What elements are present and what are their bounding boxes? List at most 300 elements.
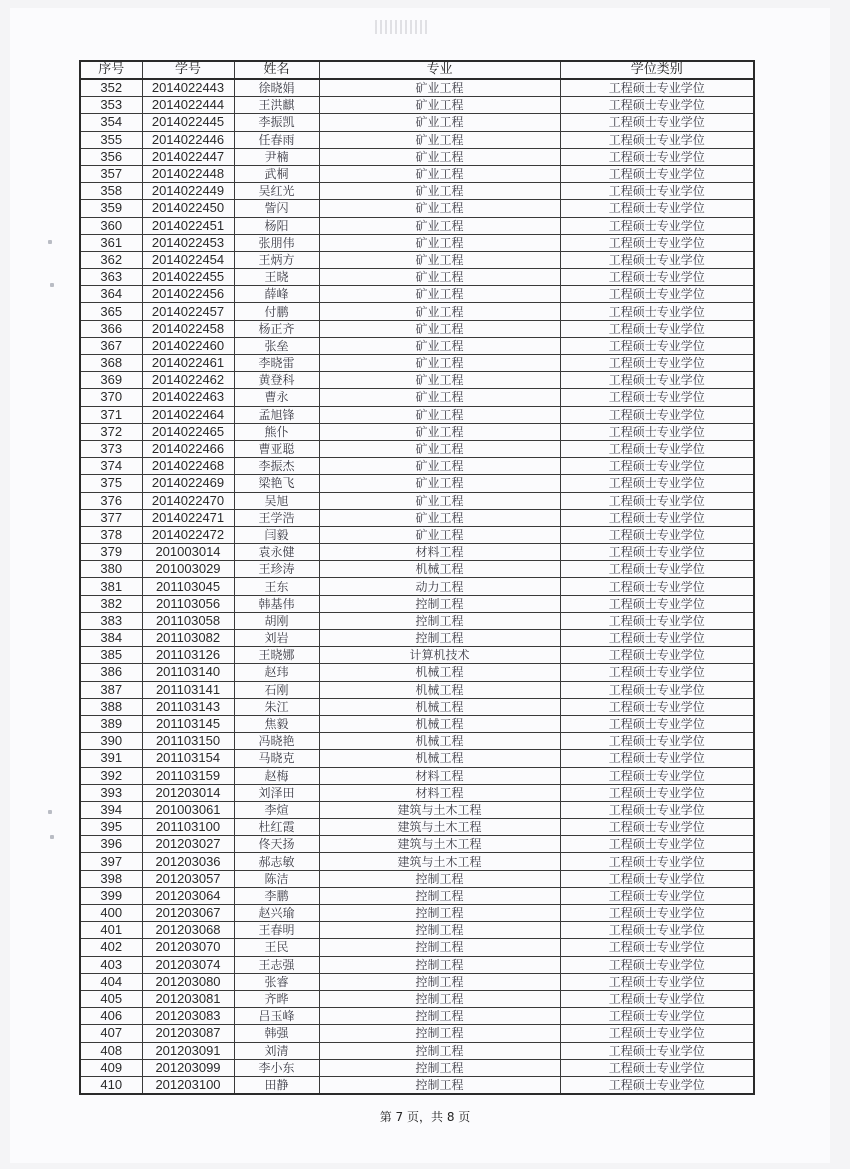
cell-student-id: 2014022446 [142,131,234,148]
cell-major: 控制工程 [319,922,560,939]
cell-degree-type: 工程硕士专业学位 [560,1059,754,1076]
cell-degree-type: 工程硕士专业学位 [560,836,754,853]
cell-degree-type: 工程硕士专业学位 [560,715,754,732]
cell-degree-type: 工程硕士专业学位 [560,389,754,406]
cell-name: 熊仆 [234,423,319,440]
cell-major: 控制工程 [319,990,560,1007]
cell-student-id: 201203100 [142,1076,234,1094]
cell-seq-no: 360 [80,217,142,234]
cell-name: 王春明 [234,922,319,939]
cell-student-id: 2014022450 [142,200,234,217]
cell-major: 控制工程 [319,956,560,973]
cell-name: 田静 [234,1076,319,1094]
cell-name: 马晓克 [234,750,319,767]
cell-major: 矿业工程 [319,509,560,526]
cell-student-id: 201103100 [142,819,234,836]
cell-seq-no: 401 [80,922,142,939]
cell-name: 付鹏 [234,303,319,320]
cell-seq-no: 367 [80,337,142,354]
cell-seq-no: 352 [80,79,142,97]
cell-degree-type: 工程硕士专业学位 [560,1008,754,1025]
table-row [80,509,754,526]
table-row [80,836,754,853]
table-row [80,148,754,165]
cell-name: 薛峰 [234,286,319,303]
cell-seq-no: 400 [80,905,142,922]
cell-seq-no: 388 [80,698,142,715]
cell-student-id: 201203091 [142,1042,234,1059]
cell-name: 朱江 [234,698,319,715]
cell-seq-no: 371 [80,406,142,423]
cell-student-id: 2014022447 [142,148,234,165]
table-row [80,853,754,870]
table-row [80,922,754,939]
cell-student-id: 201203080 [142,973,234,990]
cell-student-id: 201103082 [142,630,234,647]
cell-degree-type: 工程硕士专业学位 [560,630,754,647]
cell-major: 机械工程 [319,664,560,681]
cell-name: 王洪麒 [234,97,319,114]
cell-degree-type: 工程硕士专业学位 [560,217,754,234]
binder-hole-mark [50,835,54,839]
table-row [80,887,754,904]
cell-student-id: 2014022443 [142,79,234,97]
cell-major: 材料工程 [319,544,560,561]
cell-seq-no: 406 [80,1008,142,1025]
cell-major: 矿业工程 [319,337,560,354]
cell-major: 矿业工程 [319,475,560,492]
table-row [80,183,754,200]
header-name: 姓名 [234,61,319,79]
cell-name: 王民 [234,939,319,956]
cell-name: 张垒 [234,337,319,354]
cell-degree-type: 工程硕士专业学位 [560,148,754,165]
cell-seq-no: 365 [80,303,142,320]
cell-degree-type: 工程硕士专业学位 [560,200,754,217]
cell-degree-type: 工程硕士专业学位 [560,337,754,354]
table-row [80,681,754,698]
cell-name: 李煊 [234,801,319,818]
cell-degree-type: 工程硕士专业学位 [560,578,754,595]
table-row [80,492,754,509]
cell-name: 任春雨 [234,131,319,148]
cell-degree-type: 工程硕士专业学位 [560,355,754,372]
cell-name: 佟天扬 [234,836,319,853]
cell-name: 李鹏 [234,887,319,904]
cell-student-id: 201203068 [142,922,234,939]
cell-degree-type: 工程硕士专业学位 [560,544,754,561]
cell-degree-type: 工程硕士专业学位 [560,458,754,475]
cell-degree-type: 工程硕士专业学位 [560,595,754,612]
table-row [80,733,754,750]
cell-degree-type: 工程硕士专业学位 [560,698,754,715]
cell-student-id: 201203081 [142,990,234,1007]
cell-seq-no: 393 [80,784,142,801]
cell-seq-no: 361 [80,234,142,251]
header-degree-type: 学位类别 [560,61,754,79]
cell-name: 袁永健 [234,544,319,561]
cell-student-id: 201203064 [142,887,234,904]
cell-student-id: 201203036 [142,853,234,870]
table-row [80,819,754,836]
cell-degree-type: 工程硕士专业学位 [560,509,754,526]
cell-seq-no: 389 [80,715,142,732]
cell-seq-no: 354 [80,114,142,131]
table-row [80,389,754,406]
cell-major: 控制工程 [319,887,560,904]
page-number: 第 7 页，共 8 页 [379,1110,471,1124]
table-row [80,647,754,664]
cell-degree-type: 工程硕士专业学位 [560,561,754,578]
cell-student-id: 2014022448 [142,165,234,182]
binder-hole-mark [48,810,52,814]
cell-name: 王学浩 [234,509,319,526]
cell-degree-type: 工程硕士专业学位 [560,990,754,1007]
table-row [80,905,754,922]
cell-student-id: 201103056 [142,595,234,612]
table-row [80,715,754,732]
cell-seq-no: 366 [80,320,142,337]
cell-seq-no: 402 [80,939,142,956]
cell-name: 李晓雷 [234,355,319,372]
cell-major: 矿业工程 [319,526,560,543]
cell-degree-type: 工程硕士专业学位 [560,183,754,200]
cell-name: 曹亚聪 [234,440,319,457]
cell-name: 王晓娜 [234,647,319,664]
cell-major: 矿业工程 [319,286,560,303]
cell-degree-type: 工程硕士专业学位 [560,870,754,887]
cell-major: 矿业工程 [319,269,560,286]
cell-major: 矿业工程 [319,200,560,217]
cell-seq-no: 396 [80,836,142,853]
cell-student-id: 2014022468 [142,458,234,475]
cell-name: 郝志敏 [234,853,319,870]
table-row [80,544,754,561]
cell-major: 控制工程 [319,973,560,990]
student-degree-table [79,60,755,1095]
cell-seq-no: 390 [80,733,142,750]
table-row [80,698,754,715]
cell-degree-type: 工程硕士专业学位 [560,320,754,337]
cell-name: 刘清 [234,1042,319,1059]
cell-degree-type: 工程硕士专业学位 [560,79,754,97]
cell-name: 赵兴瑜 [234,905,319,922]
cell-seq-no: 376 [80,492,142,509]
cell-name: 杨阳 [234,217,319,234]
cell-seq-no: 395 [80,819,142,836]
cell-name: 王志强 [234,956,319,973]
table-row [80,595,754,612]
binder-hole-mark [48,240,52,244]
cell-student-id: 2014022445 [142,114,234,131]
cell-student-id: 2014022449 [142,183,234,200]
cell-student-id: 2014022462 [142,372,234,389]
cell-degree-type: 工程硕士专业学位 [560,440,754,457]
cell-student-id: 201103126 [142,647,234,664]
cell-seq-no: 383 [80,612,142,629]
cell-major: 机械工程 [319,681,560,698]
cell-seq-no: 398 [80,870,142,887]
table-row [80,784,754,801]
cell-major: 矿业工程 [319,183,560,200]
cell-name: 武桐 [234,165,319,182]
table-row [80,475,754,492]
cell-seq-no: 392 [80,767,142,784]
cell-name: 赵梅 [234,767,319,784]
cell-major: 计算机技术 [319,647,560,664]
cell-student-id: 2014022469 [142,475,234,492]
cell-seq-no: 409 [80,1059,142,1076]
header-student-id: 学号 [142,61,234,79]
cell-major: 矿业工程 [319,234,560,251]
cell-student-id: 201103154 [142,750,234,767]
table-row [80,990,754,1007]
cell-student-id: 2014022460 [142,337,234,354]
cell-degree-type: 工程硕士专业学位 [560,956,754,973]
cell-seq-no: 405 [80,990,142,1007]
cell-major: 矿业工程 [319,389,560,406]
cell-student-id: 2014022453 [142,234,234,251]
cell-name: 胡刚 [234,612,319,629]
cell-seq-no: 379 [80,544,142,561]
cell-degree-type: 工程硕士专业学位 [560,1025,754,1042]
cell-name: 陈洁 [234,870,319,887]
cell-degree-type: 工程硕士专业学位 [560,681,754,698]
cell-seq-no: 373 [80,440,142,457]
cell-major: 矿业工程 [319,303,560,320]
cell-seq-no: 378 [80,526,142,543]
cell-student-id: 201003014 [142,544,234,561]
cell-major: 矿业工程 [319,131,560,148]
table-row [80,1059,754,1076]
table-row [80,355,754,372]
cell-student-id: 2014022466 [142,440,234,457]
cell-name: 吴旭 [234,492,319,509]
table-row [80,458,754,475]
cell-degree-type: 工程硕士专业学位 [560,819,754,836]
cell-student-id: 201203014 [142,784,234,801]
table-row [80,612,754,629]
cell-major: 矿业工程 [319,97,560,114]
cell-name: 韩基伟 [234,595,319,612]
cell-name: 韩强 [234,1025,319,1042]
cell-degree-type: 工程硕士专业学位 [560,887,754,904]
cell-major: 建筑与土木工程 [319,853,560,870]
table-header-row [80,61,754,79]
cell-major: 控制工程 [319,1008,560,1025]
cell-seq-no: 380 [80,561,142,578]
cell-student-id: 2014022461 [142,355,234,372]
table-row [80,79,754,97]
table-row [80,114,754,131]
cell-seq-no: 394 [80,801,142,818]
cell-degree-type: 工程硕士专业学位 [560,269,754,286]
cell-student-id: 2014022451 [142,217,234,234]
cell-degree-type: 工程硕士专业学位 [560,612,754,629]
table-row [80,440,754,457]
cell-degree-type: 工程硕士专业学位 [560,647,754,664]
cell-student-id: 201103145 [142,715,234,732]
cell-degree-type: 工程硕士专业学位 [560,97,754,114]
cell-name: 李振凯 [234,114,319,131]
cell-seq-no: 368 [80,355,142,372]
table-row [80,956,754,973]
cell-degree-type: 工程硕士专业学位 [560,234,754,251]
cell-name: 黄登科 [234,372,319,389]
cell-student-id: 201103143 [142,698,234,715]
cell-seq-no: 384 [80,630,142,647]
cell-name: 王东 [234,578,319,595]
cell-seq-no: 375 [80,475,142,492]
cell-student-id: 201103159 [142,767,234,784]
cell-student-id: 2014022456 [142,286,234,303]
table-row [80,303,754,320]
cell-student-id: 201203027 [142,836,234,853]
cell-major: 矿业工程 [319,458,560,475]
cell-student-id: 2014022463 [142,389,234,406]
cell-seq-no: 372 [80,423,142,440]
cell-seq-no: 397 [80,853,142,870]
cell-student-id: 2014022470 [142,492,234,509]
cell-degree-type: 工程硕士专业学位 [560,492,754,509]
cell-name: 梁艳飞 [234,475,319,492]
table-row [80,217,754,234]
cell-name: 焦毅 [234,715,319,732]
cell-seq-no: 358 [80,183,142,200]
cell-degree-type: 工程硕士专业学位 [560,475,754,492]
cell-major: 矿业工程 [319,492,560,509]
cell-name: 杜红霞 [234,819,319,836]
cell-seq-no: 386 [80,664,142,681]
cell-major: 控制工程 [319,905,560,922]
table-row [80,372,754,389]
cell-degree-type: 工程硕士专业学位 [560,750,754,767]
cell-major: 建筑与土木工程 [319,819,560,836]
cell-seq-no: 355 [80,131,142,148]
cell-name: 徐晓娟 [234,79,319,97]
cell-student-id: 201203067 [142,905,234,922]
cell-major: 建筑与土木工程 [319,836,560,853]
cell-student-id: 201203099 [142,1059,234,1076]
cell-major: 机械工程 [319,750,560,767]
cell-student-id: 2014022444 [142,97,234,114]
cell-seq-no: 363 [80,269,142,286]
cell-degree-type: 工程硕士专业学位 [560,767,754,784]
cell-seq-no: 391 [80,750,142,767]
cell-major: 矿业工程 [319,165,560,182]
cell-student-id: 201203057 [142,870,234,887]
cell-name: 王珍涛 [234,561,319,578]
cell-name: 刘泽田 [234,784,319,801]
cell-major: 矿业工程 [319,217,560,234]
cell-seq-no: 359 [80,200,142,217]
cell-major: 材料工程 [319,767,560,784]
cell-name: 孟旭锋 [234,406,319,423]
table-row [80,423,754,440]
cell-seq-no: 357 [80,165,142,182]
cell-seq-no: 408 [80,1042,142,1059]
cell-degree-type: 工程硕士专业学位 [560,114,754,131]
header-seq-no: 序号 [80,61,142,79]
cell-major: 机械工程 [319,715,560,732]
cell-student-id: 201203074 [142,956,234,973]
cell-name: 张睿 [234,973,319,990]
cell-name: 訾闪 [234,200,319,217]
cell-seq-no: 382 [80,595,142,612]
table-row [80,97,754,114]
cell-student-id: 201103150 [142,733,234,750]
cell-major: 动力工程 [319,578,560,595]
cell-major: 控制工程 [319,612,560,629]
cell-degree-type: 工程硕士专业学位 [560,165,754,182]
cell-major: 材料工程 [319,784,560,801]
cell-degree-type: 工程硕士专业学位 [560,853,754,870]
table-row [80,526,754,543]
cell-name: 吕玉峰 [234,1008,319,1025]
cell-student-id: 201103140 [142,664,234,681]
cell-degree-type: 工程硕士专业学位 [560,801,754,818]
table-row [80,801,754,818]
cell-major: 建筑与土木工程 [319,801,560,818]
cell-name: 冯晓艳 [234,733,319,750]
cell-name: 李小东 [234,1059,319,1076]
cell-degree-type: 工程硕士专业学位 [560,973,754,990]
cell-degree-type: 工程硕士专业学位 [560,922,754,939]
table-row [80,320,754,337]
table-row [80,578,754,595]
table-row [80,561,754,578]
cell-student-id: 201103045 [142,578,234,595]
cell-seq-no: 403 [80,956,142,973]
cell-seq-no: 407 [80,1025,142,1042]
table-row [80,337,754,354]
cell-major: 矿业工程 [319,114,560,131]
cell-major: 矿业工程 [319,372,560,389]
cell-major: 矿业工程 [319,79,560,97]
table-row [80,973,754,990]
cell-seq-no: 374 [80,458,142,475]
cell-student-id: 201003029 [142,561,234,578]
cell-seq-no: 356 [80,148,142,165]
cell-degree-type: 工程硕士专业学位 [560,251,754,268]
table-row [80,630,754,647]
cell-student-id: 2014022464 [142,406,234,423]
cell-name: 闫毅 [234,526,319,543]
cell-seq-no: 353 [80,97,142,114]
cell-degree-type: 工程硕士专业学位 [560,372,754,389]
cell-name: 张朋伟 [234,234,319,251]
cell-student-id: 201103141 [142,681,234,698]
cell-seq-no: 364 [80,286,142,303]
cell-major: 矿业工程 [319,355,560,372]
cell-seq-no: 410 [80,1076,142,1094]
cell-seq-no: 404 [80,973,142,990]
cell-degree-type: 工程硕士专业学位 [560,1076,754,1094]
cell-student-id: 2014022458 [142,320,234,337]
cell-degree-type: 工程硕士专业学位 [560,423,754,440]
table-row [80,870,754,887]
cell-degree-type: 工程硕士专业学位 [560,664,754,681]
table-row [80,131,754,148]
table-row [80,406,754,423]
cell-major: 控制工程 [319,1042,560,1059]
cell-seq-no: 385 [80,647,142,664]
table-row [80,251,754,268]
cell-degree-type: 工程硕士专业学位 [560,286,754,303]
cell-seq-no: 369 [80,372,142,389]
cell-name: 赵玮 [234,664,319,681]
cell-degree-type: 工程硕士专业学位 [560,303,754,320]
